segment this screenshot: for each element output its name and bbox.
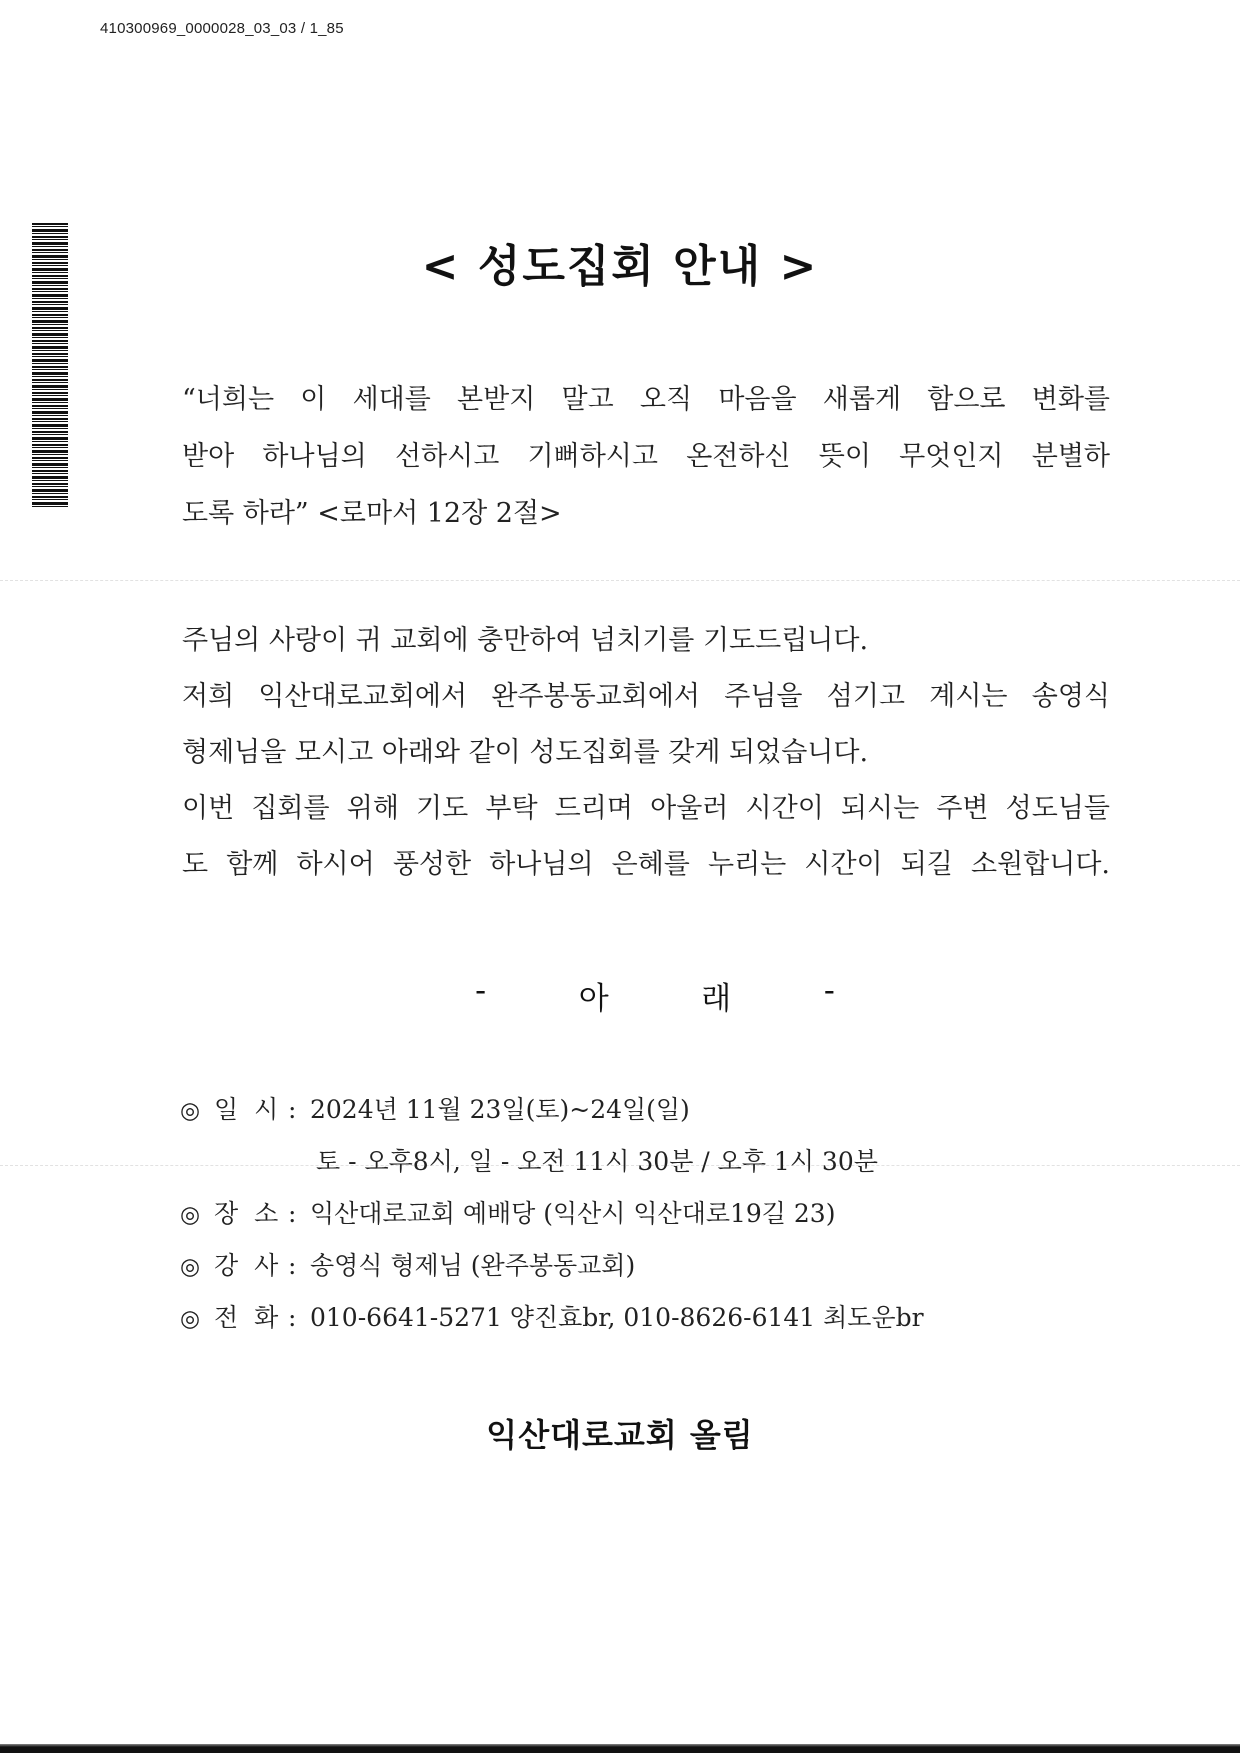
body-line: 형제님을 모시고 아래와 같이 성도집회를 갖게 되었습니다.	[182, 737, 869, 768]
speaker-value: 송영식 형제님 (완주봉동교회)	[310, 1251, 636, 1280]
section-heading-below	[475, 973, 835, 1018]
phone-row	[180, 1298, 1080, 1350]
heading-char: 아	[578, 981, 609, 1017]
quote-line: “너희는 이 세대를 본받지 말고 오직 마음을 새롭게 함으로 변화를	[182, 384, 1110, 415]
document-id: 410300969_0000028_03_03 / 1_85	[100, 20, 344, 37]
signature: 익산대로교회 올림	[486, 1416, 754, 1454]
date-row	[180, 1090, 1080, 1142]
phone-label: 전 화	[214, 1303, 283, 1332]
colon: :	[288, 1303, 297, 1332]
place-label: 장 소	[214, 1199, 283, 1228]
heading-dash: -	[823, 973, 835, 1009]
scripture-quote	[182, 385, 1110, 556]
heading-char: 래	[701, 981, 732, 1017]
quote-line: 받아 하나님의 선하시고 기뻐하시고 온전하신 뜻이 무엇인지 분별하	[182, 441, 1110, 472]
date-value: 2024년 11월 23일(토)~24일(일)	[310, 1095, 690, 1124]
quote-line: 도록 하라” <로마서 12장 2절>	[182, 498, 562, 529]
body-line: 저희 익산대로교회에서 완주봉동교회에서 주님을 섬기고 계시는 송영식	[182, 681, 1110, 712]
speaker-row	[180, 1246, 1080, 1298]
bullet-icon: ◎	[180, 1306, 201, 1332]
place-value: 익산대로교회 예배당 (익산시 익산대로19길 23)	[310, 1199, 836, 1228]
colon: :	[288, 1095, 297, 1124]
heading-dash: -	[475, 973, 487, 1009]
invitation-paragraph	[182, 626, 1110, 906]
phone-value: 010-6641-5271 양진효br, 010-8626-6141 최도운br	[310, 1303, 924, 1332]
fold-line	[0, 580, 1240, 581]
event-details	[180, 1090, 1080, 1350]
date-label: 일 시	[214, 1095, 283, 1124]
body-line: 도 함께 하시어 풍성한 하나님의 은혜를 누리는 시간이 되길 소원합니다.	[182, 849, 1110, 880]
page-title: < 성도집회 안내 >	[421, 241, 819, 292]
time-detail-row	[180, 1142, 1080, 1194]
scan-edge	[0, 1744, 1240, 1753]
colon: :	[288, 1251, 297, 1280]
colon: :	[288, 1199, 297, 1228]
body-line: 이번 집회를 위해 기도 부탁 드리며 아울러 시간이 되시는 주변 성도님들	[182, 793, 1110, 824]
speaker-label: 강 사	[214, 1251, 283, 1280]
bullet-icon: ◎	[180, 1202, 201, 1228]
body-line: 주님의 사랑이 귀 교회에 충만하여 넘치기를 기도드립니다.	[182, 625, 869, 656]
place-row	[180, 1194, 1080, 1246]
bullet-icon: ◎	[180, 1098, 201, 1124]
bullet-icon: ◎	[180, 1254, 201, 1280]
time-detail: 토 - 오후8시, 일 - 오전 11시 30분 / 오후 1시 30분	[316, 1147, 878, 1176]
